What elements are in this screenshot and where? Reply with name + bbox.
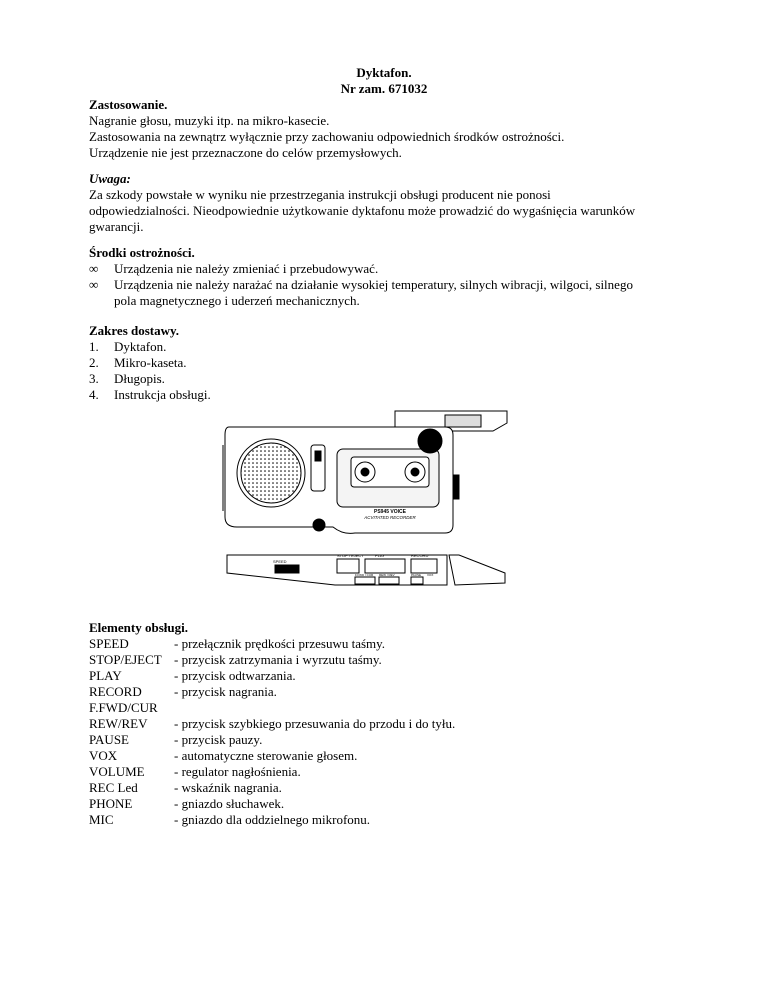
logo-disc	[418, 429, 442, 453]
control-name: VOLUME	[89, 764, 145, 779]
control-desc: - przycisk odtwarzania.	[174, 668, 296, 683]
precautions-section	[89, 245, 709, 309]
control-desc: - gniazdo słuchawek.	[174, 796, 285, 811]
order-number: Nr zam. 671032	[340, 81, 428, 96]
item-text: Długopis.	[114, 371, 165, 386]
control-name: RECORD	[89, 684, 142, 699]
application-line: Urządzenie nie jest przeznaczone do celów przemysłowych.	[89, 145, 402, 160]
item-number: 2.	[89, 355, 99, 370]
control-name: SPEED	[89, 636, 129, 651]
cassette-label-1: PS945 VOICE	[374, 509, 406, 515]
control-desc: - gniazdo dla oddzielnego mikrofonu.	[174, 812, 371, 827]
delivery-item	[89, 371, 689, 387]
control-row	[89, 764, 689, 780]
precaution-text: Urządzenia nie należy zmieniać i przebudowywać.	[114, 261, 379, 276]
control-row	[89, 812, 689, 828]
side-label-ffwd: F.FWD / CUR	[355, 573, 374, 577]
side-label-vox: VOX	[427, 573, 434, 577]
application-line: Zastosowania na zewnątrz wyłącznie przy zachowaniu odpowiednich środków ostrożności.	[89, 129, 565, 144]
precaution-text: pola magnetycznego i uderzeń mechanicznych.	[114, 293, 360, 308]
delivery-section	[89, 323, 689, 403]
cassette-label-2: ACVITATED RECORDER	[364, 515, 416, 520]
control-desc: - przycisk zatrzymania i wyrzutu taśmy.	[174, 652, 382, 667]
warning-line: Za szkody powstałe w wyniku nie przestrzegania instrukcji obsługi producent nie ponosi	[89, 187, 551, 202]
control-row	[89, 700, 689, 716]
control-name: MIC	[89, 812, 114, 827]
side-label-record: RECORD	[411, 553, 429, 558]
infinity-bullet: ∞	[89, 261, 99, 276]
item-text: Mikro-kaseta.	[114, 355, 187, 370]
precaution-text: Urządzenia nie należy narażać na działanie wysokiej temperatury, silnych wibracji, wilgoci, silnego	[114, 277, 633, 292]
control-name: REC Led	[89, 780, 138, 795]
item-number: 4.	[89, 387, 99, 402]
side-label-rew: REW / REV	[379, 573, 395, 577]
control-name: PLAY	[89, 668, 122, 683]
infinity-bullet: ∞	[89, 277, 99, 292]
control-desc: - przycisk pauzy.	[174, 732, 263, 747]
control-row	[89, 732, 689, 748]
control-row	[89, 684, 689, 700]
delivery-item	[89, 355, 689, 371]
application-heading: Zastosowanie.	[89, 97, 168, 112]
controls-section	[89, 620, 689, 828]
control-name: PHONE	[89, 796, 133, 811]
application-section	[89, 97, 689, 161]
control-row	[89, 652, 689, 668]
precaution-item	[89, 261, 709, 277]
control-row	[89, 796, 689, 812]
control-desc: - przycisk nagrania.	[174, 684, 277, 699]
side-label-play: PLAY	[375, 553, 385, 558]
side-label-stop: STOP / EJECT	[337, 553, 364, 558]
item-text: Instrukcja obsługi.	[114, 387, 211, 402]
warning-section	[89, 171, 709, 235]
control-desc: - przełącznik prędkości przesuwu taśmy.	[174, 636, 386, 651]
control-name: F.FWD/CUR	[89, 700, 158, 715]
control-row	[89, 748, 689, 764]
side-label-pause: PAUSE	[411, 573, 421, 577]
precautions-heading: Środki ostrożności.	[89, 245, 195, 260]
control-name: VOX	[89, 748, 118, 763]
warning-heading: Uwaga:	[89, 171, 131, 186]
delivery-heading: Zakres dostawy.	[89, 323, 180, 338]
precaution-item	[89, 277, 709, 309]
control-desc: - automatyczne sterowanie głosem.	[174, 748, 358, 763]
control-row	[89, 668, 689, 684]
pen-grip	[445, 415, 481, 427]
warning-line: gwarancji.	[89, 219, 144, 234]
control-row	[89, 780, 689, 796]
dictaphone-illustration	[215, 405, 525, 610]
control-row	[89, 636, 689, 652]
item-text: Dyktafon.	[114, 339, 167, 354]
control-desc: - przycisk szybkiego przesuwania do przodu i do tyłu.	[174, 716, 456, 731]
control-desc: - wskaźnik nagrania.	[174, 780, 282, 795]
controls-heading: Elementy obsługi.	[89, 620, 188, 635]
item-number: 1.	[89, 339, 99, 354]
control-row	[89, 716, 689, 732]
doc-title: Dyktafon.	[356, 65, 412, 80]
warning-line: odpowiedzialności. Nieodpowiednie użytkowanie dyktafonu może prowadzić do wygaśnięcia warunków	[89, 203, 636, 218]
item-number: 3.	[89, 371, 99, 386]
delivery-item	[89, 339, 689, 355]
control-name: REW/REV	[89, 716, 148, 731]
control-name: STOP/EJECT	[89, 652, 162, 667]
delivery-item	[89, 387, 689, 403]
control-desc: - regulator nagłośnienia.	[174, 764, 301, 779]
side-label-speed: SPEED	[273, 559, 287, 564]
control-name: PAUSE	[89, 732, 129, 747]
application-line: Nagranie głosu, muzyki itp. na mikro-kasecie.	[89, 113, 330, 128]
